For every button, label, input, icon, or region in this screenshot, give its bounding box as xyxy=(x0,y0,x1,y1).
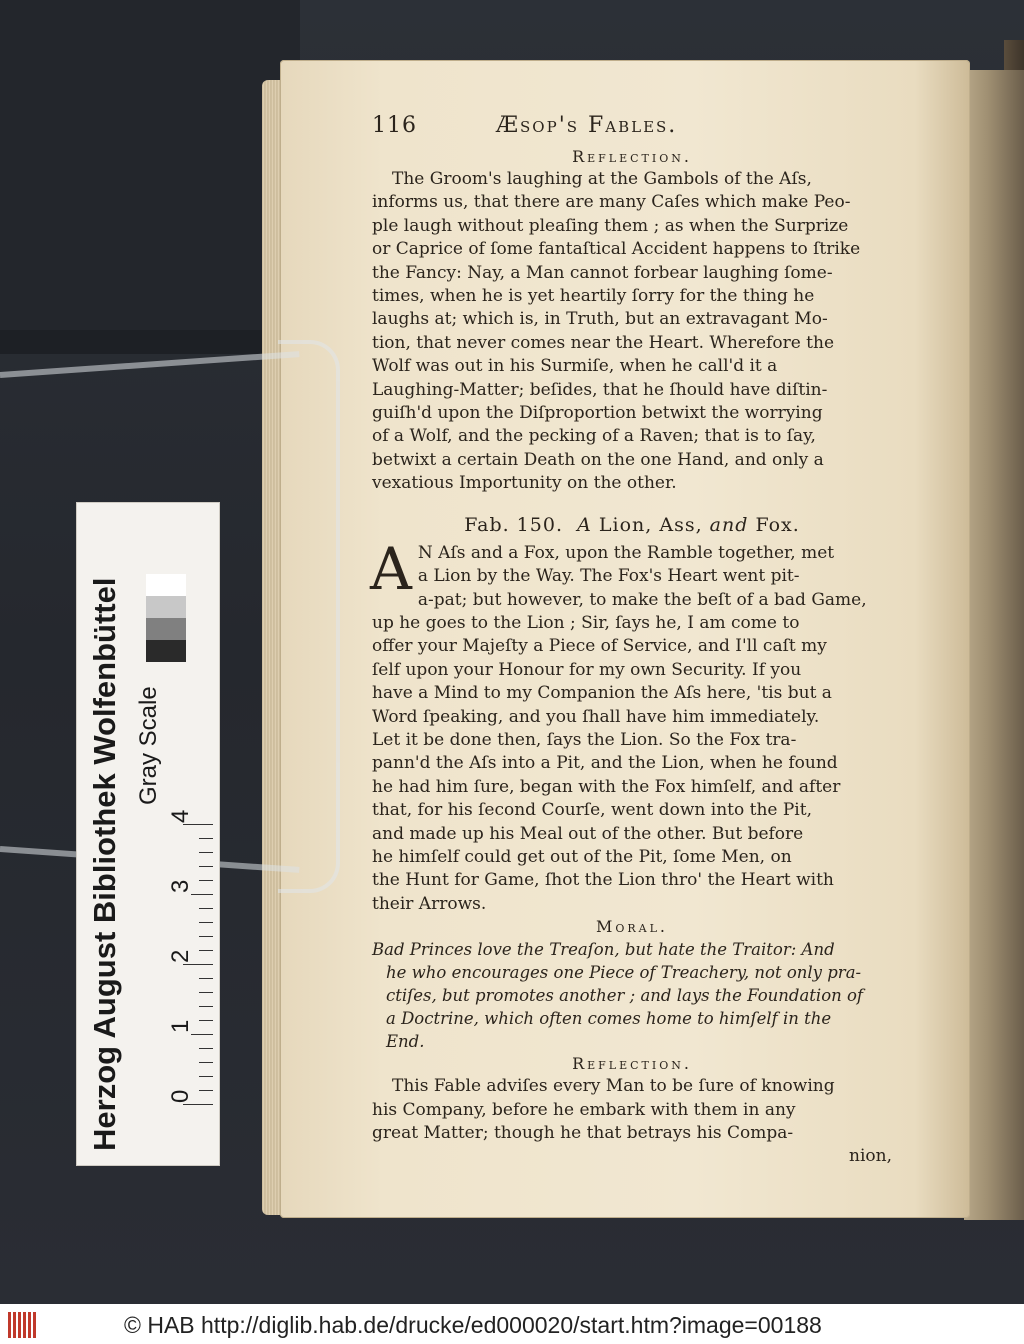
text-line: the Fancy: Nay, a Man cannot forbear laughing ſome- xyxy=(372,262,833,283)
ruler-tick xyxy=(199,852,213,853)
ruler-tick xyxy=(199,992,213,993)
moral-heading: Moral. xyxy=(595,917,669,937)
footer-bar xyxy=(0,1304,1024,1344)
ruler-tick xyxy=(199,908,213,909)
text-line: a Doctrine, which often comes home to himſelf in the xyxy=(386,1009,832,1029)
text-line: informs us, that there are many Caſes which make Peo- xyxy=(372,192,851,213)
gray-patch xyxy=(146,574,186,596)
reflection-heading: Reflection. xyxy=(572,147,692,166)
ruler-tick xyxy=(183,1104,213,1105)
text-line: and made up his Meal out of the other. But before xyxy=(372,823,804,844)
gray-patch xyxy=(146,640,186,662)
fable-title-word: A xyxy=(577,513,592,536)
page-number: 116 xyxy=(372,113,417,138)
text-line: great Matter; though he that betrays his Compa- xyxy=(372,1123,794,1143)
fable-title-word: Fox. xyxy=(755,513,800,536)
ruler-scale-label: Gray Scale xyxy=(135,686,162,805)
ruler-institution: Herzog August Bibliothek Wolfenbüttel xyxy=(87,577,122,1151)
ruler-tick xyxy=(191,1034,213,1035)
moral-body xyxy=(372,938,892,1053)
text-line: tion, that never comes near the Heart. Wherefore the xyxy=(372,332,835,353)
fable-number: Fab. 150. xyxy=(464,513,563,536)
fable-body xyxy=(370,534,892,917)
text-line: ctiſes, but promotes another ; and lays the Foundation of xyxy=(386,986,864,1006)
fable-title-word: and xyxy=(709,513,749,536)
text-line: Word ſpeaking, and you ſhall have him immediately. xyxy=(372,706,820,727)
ruler-number: 4 xyxy=(167,809,194,823)
text-line: laughs at; which is, in Truth, but an extravagant Mo- xyxy=(372,309,828,330)
fable-title-word: Ass, xyxy=(659,513,703,536)
ruler-tick xyxy=(199,1062,213,1063)
text-line: betwixt a certain Death on the one Hand, and only a xyxy=(372,449,824,470)
ruler-tick xyxy=(199,1020,213,1021)
reflection-body xyxy=(372,168,892,496)
text-line: that, for his ſecond Courſe, went down into the Pit, xyxy=(372,800,812,821)
reflection-heading: Reflection. xyxy=(572,1054,692,1074)
ruler-tick xyxy=(199,950,213,951)
text-line: have a Mind to my Companion the Aſs here, 'tis but a xyxy=(372,683,832,704)
fable-title-word: Lion, xyxy=(598,513,653,536)
page-text xyxy=(372,110,892,1169)
footer-url[interactable]: © HAB http://diglib.hab.de/drucke/ed000020/start.htm?image=00188 xyxy=(124,1312,822,1338)
gray-patches xyxy=(146,574,186,662)
ruler-tick xyxy=(183,964,213,965)
text-line: ſelf upon your Honour for my own Security. If you xyxy=(372,659,802,680)
ruler-tick xyxy=(199,880,213,881)
text-line: or Caprice of ſome fantaſtical Accident happens to ſtrike xyxy=(372,239,861,260)
ruler-tick xyxy=(199,1076,213,1077)
drop-cap: A xyxy=(370,534,412,603)
text-line: End. xyxy=(386,1032,425,1052)
text-line: their Arrows. xyxy=(372,893,487,914)
text-line: offer your Majeſty a Piece of Service, and I'll caſt my xyxy=(372,636,827,657)
text-line: he had him ſure, began with the Fox himſelf, and after xyxy=(372,776,841,797)
hab-logo-icon xyxy=(8,1312,42,1338)
page-clip xyxy=(278,340,340,893)
text-line: N Aſs and a Fox, upon the Ramble together, met xyxy=(417,542,835,563)
text-line: times, when he is yet heartily ſorry for the thing he xyxy=(372,286,815,307)
text-line: The Groom's laughing at the Gambols of the Aſs, xyxy=(392,169,812,189)
text-line: Wolf was out in his Surmiſe, when he call'd it a xyxy=(372,356,778,377)
text-line: the Hunt for Game, ſhot the Lion thro' the Heart with xyxy=(372,870,834,891)
backing-board xyxy=(0,0,300,340)
running-head xyxy=(372,110,892,146)
text-line: This Fable adviſes every Man to be ſure of knowing xyxy=(392,1076,835,1097)
backing-board-edge xyxy=(0,330,290,354)
ruler-tick xyxy=(199,922,213,923)
text-line: Laughing-Matter; beſides, that he ſhould have diſtin- xyxy=(372,379,828,400)
ruler-number: 1 xyxy=(167,1019,194,1033)
ruler-tick xyxy=(191,894,213,895)
gray-patch xyxy=(146,596,186,618)
text-line: guiſh'd upon the Diſproportion betwixt the worrying xyxy=(372,403,823,424)
ruler-number: 3 xyxy=(167,879,194,893)
text-line: he himſelf could get out of the Pit, ſome Men, on xyxy=(372,846,792,867)
text-line: he who encourages one Piece of Treachery, not only pra- xyxy=(386,963,862,983)
ruler-tick xyxy=(183,824,213,825)
catchword: nion, xyxy=(849,1146,892,1167)
facing-page-edge xyxy=(964,70,1024,1220)
ruler-number: 0 xyxy=(167,1089,194,1103)
text-line: vexatious Importunity on the other. xyxy=(372,473,677,494)
text-line: of a Wolf, and the pecking of a Raven; that is to ſay, xyxy=(372,426,816,447)
running-title: Æsop's Fables. xyxy=(496,113,678,138)
text-line: up he goes to the Lion ; Sir, ſays he, I am come to xyxy=(372,612,800,633)
ruler-number: 2 xyxy=(167,949,194,963)
text-line: pann'd the Aſs into a Pit, and the Lion, when he found xyxy=(372,753,838,774)
fable-heading xyxy=(372,512,892,538)
text-line: ple laugh without pleaſing them ; as when the Surprize xyxy=(372,215,849,236)
ruler-tick xyxy=(199,936,213,937)
text-line: Bad Princes love the Treaſon, but hate the Traitor: And xyxy=(372,940,835,960)
ruler-tick xyxy=(199,1048,213,1049)
ruler-tick xyxy=(199,866,213,867)
gray-patch xyxy=(146,618,186,640)
reflection-body xyxy=(372,1075,892,1145)
ruler-tick xyxy=(199,1090,213,1091)
ruler-tick xyxy=(199,1006,213,1007)
text-line: his Company, before he embark with them in any xyxy=(372,1099,796,1120)
text-line: a Lion by the Way. The Fox's Heart went pit- xyxy=(417,566,800,587)
ruler-tick xyxy=(199,978,213,979)
text-line: a-pat; but however, to make the beſt of a bad Game, xyxy=(417,589,867,610)
text-line: Let it be done then, ſays the Lion. So the Fox tra- xyxy=(372,729,797,750)
ruler-tick xyxy=(199,838,213,839)
